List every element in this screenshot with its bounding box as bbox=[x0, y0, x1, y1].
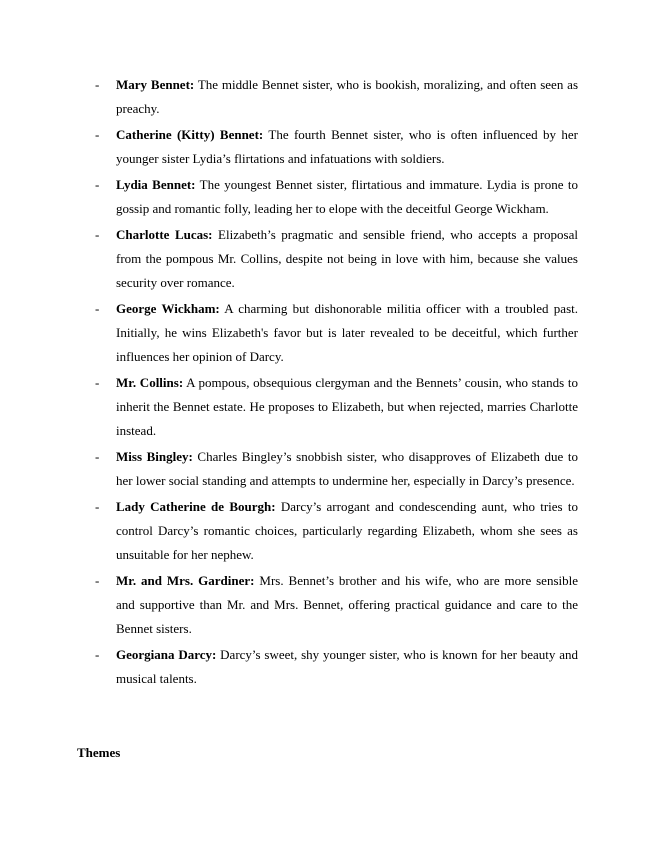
character-description: A charming but dishonorable militia officer with a troubled past. Initially, he wins Elizabeth's favor but is later revealed to be deceitful, which further influences her opinion of Darcy. bbox=[116, 301, 578, 364]
character-name: Mr. Collins: bbox=[116, 375, 184, 390]
list-item bbox=[95, 223, 578, 295]
character-name: Lady Catherine de Bourgh: bbox=[116, 499, 276, 514]
bullet-dash: - bbox=[95, 375, 100, 390]
character-description: The fourth Bennet sister, who is often influenced by her younger sister Lydia’s flirtations and infatuations with soldiers. bbox=[116, 127, 579, 166]
character-description: Darcy’s arrogant and condescending aunt, who tries to control Darcy’s romantic choices, particularly regarding Elizabeth, whom she sees as unsuitable for her nephew. bbox=[116, 499, 579, 562]
bullet-dash: - bbox=[95, 499, 100, 514]
list-item bbox=[95, 173, 578, 221]
list-item bbox=[95, 495, 578, 567]
character-list bbox=[95, 73, 578, 693]
character-description: The middle Bennet sister, who is bookish, moralizing, and often seen as preachy. bbox=[116, 77, 579, 116]
bullet-dash: - bbox=[95, 301, 100, 316]
list-item bbox=[95, 445, 578, 493]
character-name: Lydia Bennet: bbox=[116, 177, 196, 192]
character-description: Elizabeth’s pragmatic and sensible friend, who accepts a proposal from the pompous Mr. Collins, despite not being in love with him, because she values security over romance. bbox=[116, 227, 578, 290]
character-description: Charles Bingley’s snobbish sister, who disapproves of Elizabeth due to her lower social standing and attempts to undermine her, especially in Darcy’s presence. bbox=[116, 449, 578, 488]
list-item bbox=[95, 643, 578, 691]
list-item bbox=[95, 123, 578, 171]
bullet-dash: - bbox=[95, 227, 100, 242]
character-description: Darcy’s sweet, shy younger sister, who is known for her beauty and musical talents. bbox=[116, 647, 578, 686]
character-name: Catherine (Kitty) Bennet: bbox=[116, 127, 264, 142]
bullet-dash: - bbox=[95, 449, 100, 464]
list-item bbox=[95, 73, 578, 121]
character-name: Charlotte Lucas: bbox=[116, 227, 213, 242]
character-name: George Wickham: bbox=[116, 301, 220, 316]
bullet-dash: - bbox=[95, 573, 100, 588]
section-heading-themes: Themes bbox=[77, 745, 121, 760]
character-name: Mr. and Mrs. Gardiner: bbox=[116, 573, 255, 588]
list-item bbox=[95, 569, 578, 641]
character-description: The youngest Bennet sister, flirtatious and immature. Lydia is prone to gossip and romantic folly, leading her to elope with the deceitful George Wickham. bbox=[116, 177, 579, 216]
bullet-dash: - bbox=[95, 127, 100, 142]
character-description: A pompous, obsequious clergyman and the Bennets’ cousin, who stands to inherit the Bennet estate. He proposes to Elizabeth, but when rejected, marries Charlotte instead. bbox=[116, 375, 578, 438]
character-name: Miss Bingley: bbox=[116, 449, 193, 464]
character-name: Georgiana Darcy: bbox=[116, 647, 217, 662]
character-name: Mary Bennet: bbox=[116, 77, 195, 92]
character-description: Mrs. Bennet’s brother and his wife, who are more sensible and supportive than Mr. and Mrs. Bennet, offering practical guidance and care to the Bennet sisters. bbox=[116, 573, 579, 636]
list-item bbox=[95, 371, 578, 443]
list-item bbox=[95, 297, 578, 369]
bullet-dash: - bbox=[95, 177, 100, 192]
bullet-dash: - bbox=[95, 77, 100, 92]
bullet-dash: - bbox=[95, 647, 100, 662]
